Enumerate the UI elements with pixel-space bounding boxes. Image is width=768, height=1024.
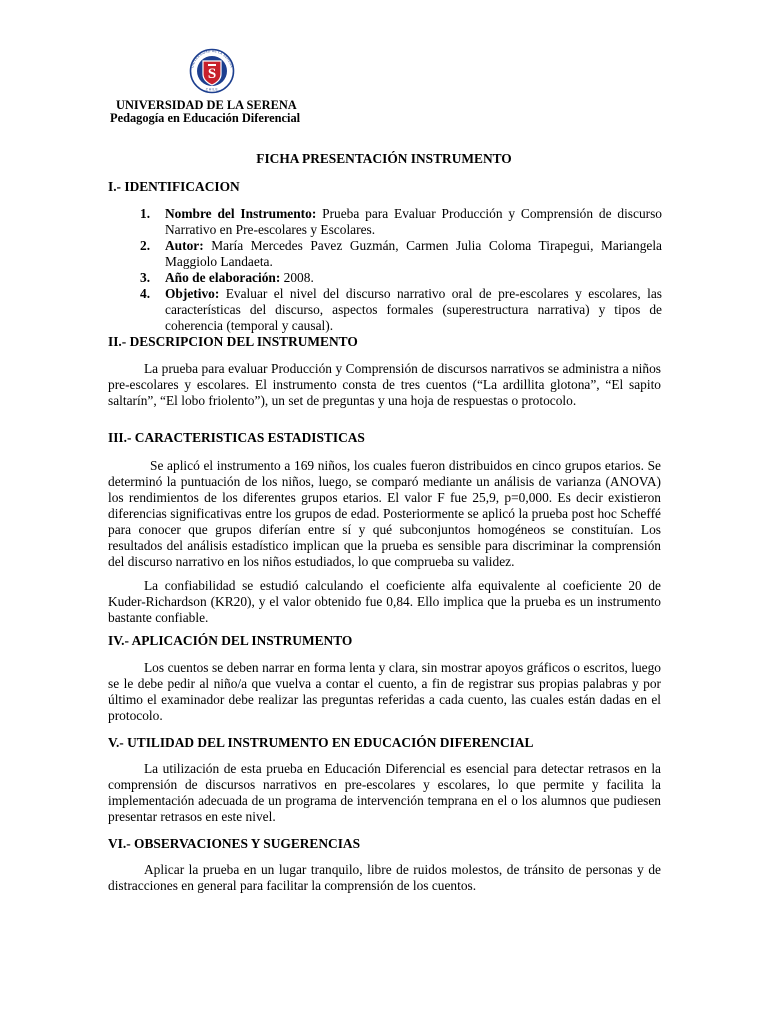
observaciones-paragraph: Aplicar la prueba en un lugar tranquilo, libre de ruidos molestos, de tránsito de personas y de distracciones en general para facilitar la comprensión de los cuentos. [108, 862, 661, 893]
item-number: 1. [140, 206, 151, 221]
section-identificacion-heading: I.- IDENTIFICACION [108, 179, 240, 194]
item-label: Nombre del Instrumento: [165, 206, 317, 221]
section-aplicacion-heading: IV.- APLICACIÓN DEL INSTRUMENTO [108, 633, 353, 648]
university-seal-logo [176, 48, 248, 96]
item-number: 3. [140, 270, 151, 285]
item-number: 4. [140, 286, 151, 301]
item-number: 2. [140, 238, 151, 253]
aplicacion-paragraph: Los cuentos se deben narrar en forma lenta y clara, sin mostrar apoyos gráficos o escritos, luego se le debe pedir al niño/a que vuelva a contar el cuento, a fin de registrar sus propias palabras y por último el examinador debe realizar las preguntas referidas a cada cuento, las cuales están dadas en el protocolo. [108, 660, 661, 723]
item-text: Evaluar el nivel del discurso narrativo oral de pre-escolares y escolares, las características del discurso, aspectos formales (superestructura narrativa) y tipos de coherencia (temporal y causal). [165, 286, 662, 333]
section-descripcion-heading: II.- DESCRIPCION DEL INSTRUMENTO [108, 334, 358, 349]
estadisticas-paragraph-2: La confiabilidad se estudió calculando el coeficiente alfa equivalente al coeficiente 20 de Kuder-Richardson (KR20), y el valor obtenido fue 0,84. Ello implica que la prueba es un instrumento bastante confiable. [108, 578, 661, 625]
section-observaciones-heading: VI.- OBSERVACIONES Y SUGERENCIAS [108, 836, 361, 851]
list-item [140, 270, 662, 286]
section-utilidad-heading: V.- UTILIDAD DEL INSTRUMENTO EN EDUCACIÓN DIFERENCIAL [108, 735, 534, 750]
document-title: FICHA PRESENTACIÓN INSTRUMENTO [256, 151, 512, 166]
list-item [140, 238, 662, 270]
department-name: Pedagogía en Educación Diferencial [110, 111, 301, 125]
identification-list [140, 206, 663, 334]
item-label: Año de elaboración: [165, 270, 281, 285]
university-header [110, 99, 300, 125]
svg-text:S: S [207, 66, 217, 82]
svg-text:CHILE: CHILE [205, 87, 219, 92]
svg-text:UNIVERSIDAD DE LA SERENA: UNIVERSIDAD DE LA SERENA [190, 48, 234, 69]
descripcion-paragraph: La prueba para evaluar Producción y Comprensión de discursos narrativos se administra a niños pre-escolares y escolares. El instrumento consta de tres cuentos (“La ardillita glotona”, “El sapito saltarín”, “El lobo friolento”), un set de preguntas y una hoja de respuestas o protocolo. [108, 361, 661, 408]
list-item [140, 206, 663, 238]
section-estadisticas-heading: III.- CARACTERISTICAS ESTADISTICAS [108, 430, 365, 445]
item-text: 2008. [280, 270, 314, 285]
item-label: Objetivo: [165, 286, 220, 301]
university-name: UNIVERSIDAD DE LA SERENA [116, 98, 297, 112]
estadisticas-paragraph-1: Se aplicó el instrumento a 169 niños, los cuales fueron distribuidos en cinco grupos etarios. Se determinó la puntuación de los niños, luego, se comparó mediante un análisis de varianza (ANOVA) los rendimientos de los diferentes grupos etarios. El valor F fue 25,9, p=0,000. Es decir existieron diferencias significativas entre los grupos de edad. Posteriormente se aplicó la prueba post hoc Scheffé para conocer que grupos diferían entre sí y qué subconjuntos homogéneos se constituían. Los resultados del análisis estadístico implican que la prueba es sensible para discriminar la comprensión del discurso narrativo en los niños estudiados, lo que comprueba su validez. [108, 458, 661, 569]
list-item [140, 286, 662, 334]
item-text: María Mercedes Pavez Guzmán, Carmen Julia Coloma Tirapegui, Mariangela Maggiolo Landaeta. [165, 238, 662, 269]
item-text: Prueba para Evaluar Producción y Comprensión de discurso Narrativo en Pre-escolares y Escolares. [165, 206, 663, 237]
item-label: Autor: [165, 238, 204, 253]
utilidad-paragraph: La utilización de esta prueba en Educación Diferencial es esencial para detectar retrasos en la comprensión de discursos narrativos en pre-escolares y escolares, lo que permite y facilita la implementación adecuada de un programa de intervención temprana en el o los alumnos que pudiesen presentar retrasos en este nivel. [108, 761, 661, 824]
